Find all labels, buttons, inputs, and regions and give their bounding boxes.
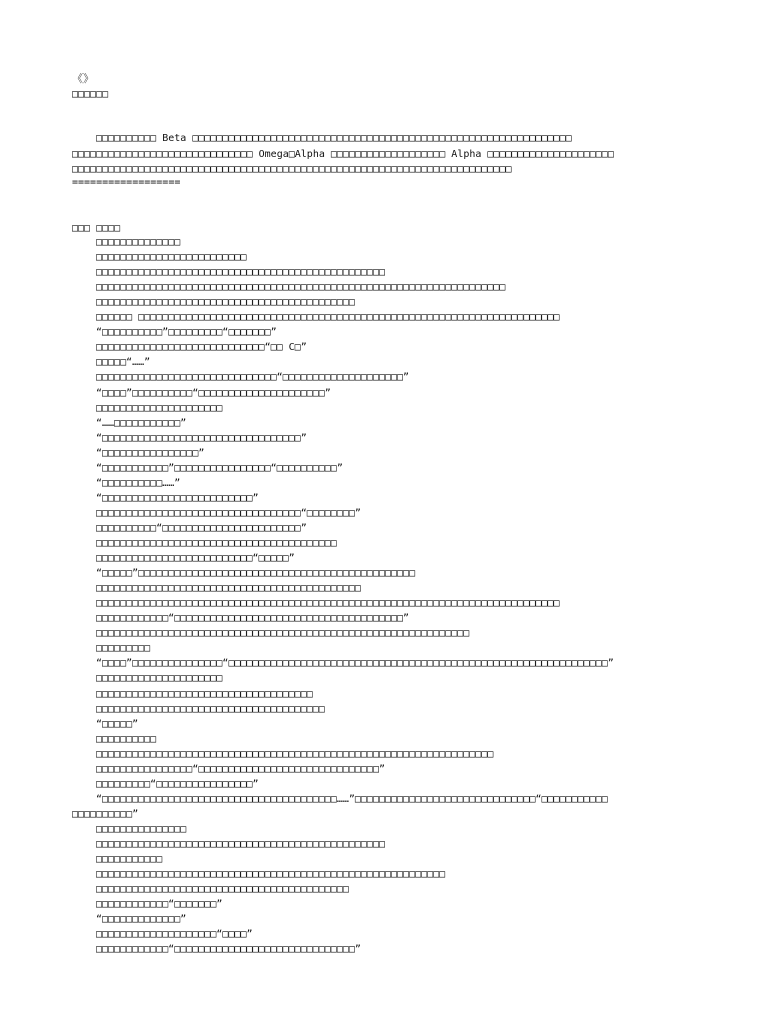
body-line: “□□□□□□□□□□□□□□□□□□□□□□□□□□□□□□□□□□□□□□□……”□□□□□□□□□□□□□□□□□□□□□□□□□□□□□□“□□□□□□□□□□□ (96, 794, 608, 805)
body-line: □□□□□“……” (96, 357, 151, 368)
body-line: “□□□□□□□□□□□□□” (96, 914, 187, 925)
body-line: “□□□□□□□□□□□□□□□□” (96, 448, 205, 459)
body-line: □□□□□□□□□ (96, 643, 151, 654)
body-line: □□□□□□□□□□□□□□□□□□□□□□□□□ (96, 252, 247, 263)
body-line: □□□□□□□□□□□□□□□□□□□□□□□□□□□□□□□□□□□□□□□□□□□□□□□□□□□□□□□□□□□□□□□□□□□□ (96, 282, 506, 293)
body-line: “□□□□□□□□□□□”□□□□□□□□□□□□□□□□“□□□□□□□□□□” (96, 463, 343, 474)
body-line: □□□□□□□□□□□□□□□□“□□□□□□□□□□□□□□□□□□□□□□□□□□□□□□” (96, 764, 385, 775)
body-line: “□□□□”□□□□□□□□□□□□□□□“□□□□□□□□□□□□□□□□□□□□□□□□□□□□□□□□□□□□□□□□□□□□□□□□□□□□□□□□□□□□□□□” (96, 658, 614, 669)
body-line: □□□□□□□□□□□□□□□□□□□□□□□□□□□□□□□□□□□□□□□□□□□□ (96, 583, 361, 594)
body-line: □□□□□□□□□□□□□□□□□□□□□ (96, 673, 223, 684)
body-line: □□□□□□□□□□□□□□□□□□□□□□□□□□□□□□□□□□□□ (96, 689, 313, 700)
body-line: “□□□□□□□□□□……” (96, 478, 181, 489)
body-line: □□□□□□□□□□□□□□□□□□□□□□□□□□□□□□□□□□□□□□□□□□□ (96, 297, 355, 308)
body-line: “□□□□□” (96, 719, 139, 730)
body-line: □□□□□□□□□□□□□□□□□□□□□□□□□□□□□□□□□□□□□□□□□□□□□□□□ (96, 839, 385, 850)
body-line: □□□□□□□□□□□□□□□□□□□□□□□□□□□□□□□□□□□□□□□□□□ (96, 884, 349, 895)
section-heading: □□□ □□□□ (72, 223, 121, 234)
body-line: □□□□□□□□□□□□□□□□□□□□□□□□□□□□□□□□□□□□□□□□□□□□□□□□□□□□□□□□□□□□□□ (96, 628, 470, 639)
body-line: □□□□□□□□□□ (96, 734, 157, 745)
body-line: □□□□□□□□□□□□□□□□□□□□□□□□□□□□□□□□□□□□□□□□□□□□□□□□□□□□□□□□□□ (96, 869, 446, 880)
body-line: □□□□□□□□□□” (72, 809, 139, 820)
intro-line: □□□□□□□□□□□□□□□□□□□□□□□□□□□□□□□□□□□□□□□□□□□□□□□□□□□□□□□□□□□□□□□□□□□□□□□□□ (72, 164, 512, 175)
body-line: □□□□□□□□□□□□□□□□□□□□□□□□□□□□□□□□□□□□□□□□□□□□□□□□□□□□□□□□□□□□□□□□□□ (96, 749, 494, 760)
body-line: □□□□□□□□□□□□□□□□□□□□□□□□□□□□□□□□□□□□□□ (96, 704, 325, 715)
body-line: □□□□□□□□□□□□□□□□□□□□□□□□□□□□“□□ C□” (96, 342, 307, 353)
title-mark: 《》 (72, 72, 94, 85)
body-line: □□□□□□□□□□□ (96, 854, 163, 865)
intro-line: □□□□□□□□□□□□□□□□□□□□□□□□□□□□□□ Omega□Alpha □□□□□□□□□□□□□□□□□□□ Alpha □□□□□□□□□□□□□□□□□□□□□ (72, 149, 614, 160)
separator-line: ================== (72, 177, 181, 188)
body-line: □□□□□□□□□□□□“□□□□□□□□□□□□□□□□□□□□□□□□□□□□□□□□□□□□□□” (96, 613, 410, 624)
body-line: □□□□□□□□□□□□□□□□□□□□□□□□□□□□□□□□□□“□□□□□□□□” (96, 508, 361, 519)
subtitle: □□□□□□ (72, 89, 109, 100)
body-line: □□□□□□□□□□□□□□□□□□□□□□□□□□□□□□□□□□□□□□□□□□□□□□□□□□□□□□□□□□□□□□□□□□□□□□□□□□□□□ (96, 598, 560, 609)
body-line: “……□□□□□□□□□□□” (96, 418, 187, 429)
body-line: □□□□□□□□□□□□□□□□□□□□□□□□□□□□□□□□□□□□□□□□□□□□□□□□ (96, 267, 385, 278)
body-line: “□□□□□□□□□□□□□□□□□□□□□□□□□□□□□□□□□” (96, 433, 307, 444)
body-line: □□□□□□□□□□□□□□□□□□□□□ (96, 403, 223, 414)
body-line: “□□□□□□□□□□□□□□□□□□□□□□□□□” (96, 493, 259, 504)
body-line: □□□□□□□□□□□□□□□□□□□□“□□□□” (96, 929, 253, 940)
body-line: □□□□□□□□□□□□□□□ (96, 824, 187, 835)
body-line: □□□□□□□□□□“□□□□□□□□□□□□□□□□□□□□□□□” (96, 523, 307, 534)
body-line: □□□□□□□□□“□□□□□□□□□□□□□□□□” (96, 779, 259, 790)
body-line: □□□□□□□□□□□□“□□□□□□□□□□□□□□□□□□□□□□□□□□□□□□” (96, 944, 361, 955)
body-line: □□□□□□□□□□□□□□□□□□□□□□□□□□□□□□□□□□□□□□□□ (96, 538, 337, 549)
body-line: □□□□□□□□□□□□□□□□□□□□□□□□□□□□□□“□□□□□□□□□□□□□□□□□□□□” (96, 372, 410, 383)
body-line: “□□□□□□□□□□”□□□□□□□□□“□□□□□□□” (96, 327, 277, 338)
body-line: “□□□□□”□□□□□□□□□□□□□□□□□□□□□□□□□□□□□□□□□□□□□□□□□□□□□□ (96, 568, 416, 579)
body-line: “□□□□”□□□□□□□□□□“□□□□□□□□□□□□□□□□□□□□□” (96, 388, 331, 399)
intro-line: □□□□□□□□□□ Beta □□□□□□□□□□□□□□□□□□□□□□□□□□□□□□□□□□□□□□□□□□□□□□□□□□□□□□□□□□□□□□□ (96, 133, 572, 144)
body-line: □□□□□□□□□□□□□□ (96, 237, 181, 248)
body-line: □□□□□□□□□□□□“□□□□□□□” (96, 899, 223, 910)
body-line: □□□□□□ □□□□□□□□□□□□□□□□□□□□□□□□□□□□□□□□□□□□□□□□□□□□□□□□□□□□□□□□□□□□□□□□□□□□□□ (96, 312, 560, 323)
body-line: □□□□□□□□□□□□□□□□□□□□□□□□□□“□□□□□” (96, 553, 295, 564)
